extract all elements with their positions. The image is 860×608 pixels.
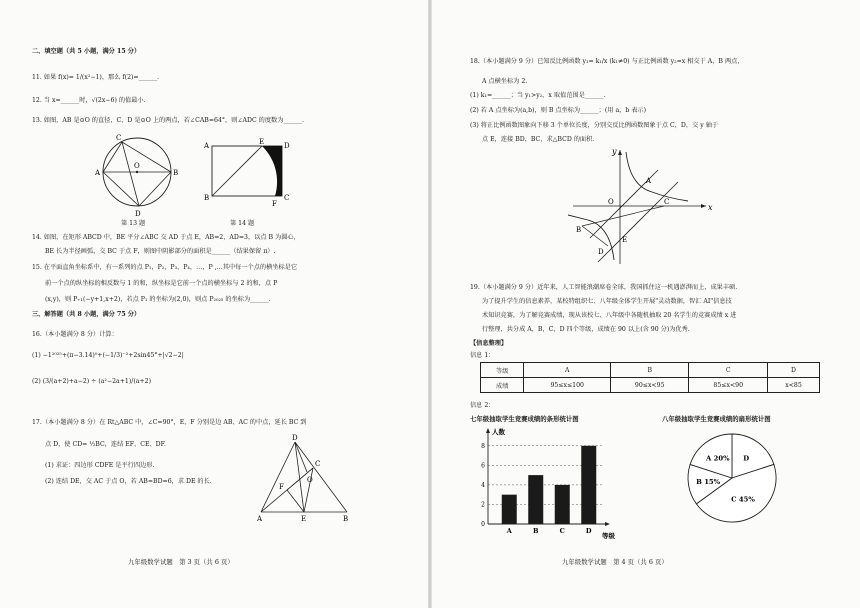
- y-tick-label: 6: [481, 462, 485, 470]
- fig18-label-c: C: [664, 198, 670, 206]
- bar-chart: [470, 424, 620, 548]
- question-12: 12. 当 x=______时，√(2x−6) 的值最小.: [32, 97, 146, 104]
- info-section-title: 【信息整理】: [470, 340, 508, 347]
- question-15-line3: (x,y)，则 P₊₁(−y+1,x+2)，若点 P₁ 的坐标为(2,0)，则点 P₂₀₂₅ 的坐标为______.: [45, 296, 271, 303]
- fig17-label-a: A: [257, 515, 263, 523]
- fig18-label-x: x: [708, 203, 713, 212]
- y-tick-label: 2: [481, 501, 485, 509]
- question-17-part2: (2) 连结 DE，交 AC 于点 O，若 AB=BD=6，求 DE 的长.: [45, 478, 212, 485]
- fig13-label-a: A: [95, 169, 101, 177]
- question-15-line1: 15. 在平面直角坐标系中，有一系列的点 P₁，P₂，P₃，P₄，…，P ,…其中每一个点的横坐标是它: [32, 264, 298, 271]
- bar-C: [555, 485, 570, 524]
- question-15-line2: 前一个点的纵坐标的相反数与 1 的和，纵坐标是它前一个点的横坐标与 2 的和，点 P: [45, 280, 278, 287]
- question-18-part3a: (3) 将正比例函数图象向下移 3 个单位长度，分别交反比例函数图象于点 C，D，交 y 轴于: [470, 122, 719, 129]
- question-11: 11. 如果 f(x)= 1/(x²−1)，那么 f(2)=______.: [32, 74, 160, 81]
- table-cell: 85≤x<90: [689, 378, 768, 393]
- table-cell: 95≤x≤100: [524, 378, 611, 393]
- x-tick-label: C: [559, 527, 565, 535]
- figure-13-circle: [92, 132, 192, 218]
- right-page: [430, 0, 860, 608]
- question-18-part3b: 点 E，连接 BD，BC，求△BCD 的面积.: [482, 136, 595, 143]
- fig18-label-e: E: [622, 236, 628, 244]
- bar-D: [581, 446, 596, 524]
- question-13: 13. 如图，AB 是⊙O 的直径，C、D 是⊙O 上的两点，若∠CAB=64°，则∠ADC 的度数为______.: [32, 117, 304, 124]
- fig14-label-d: D: [284, 142, 290, 150]
- fig14-label-b: B: [204, 194, 210, 202]
- table-cell: C: [689, 363, 768, 378]
- fig18-label-b: B: [576, 226, 582, 234]
- pie-chart-title: 八年级抽取学生竞赛成绩的扇形统计图: [662, 415, 771, 423]
- fig18-label-o: O: [608, 198, 614, 206]
- question-19-line1: 19.（本小题满分 9 分）近年来，人工智能浪潮席卷全球，我国抓住这一机遇澎湃而上，成果丰硕.: [470, 284, 738, 291]
- grade-table: [480, 362, 820, 393]
- left-page-footer: 九年级数学试题 第 3 页（共 6 页）: [128, 558, 234, 566]
- y-tick-label: 4: [481, 481, 485, 489]
- pie-label: B 15%: [696, 477, 721, 486]
- fig13-label-d: D: [135, 210, 141, 218]
- table-cell: B: [610, 363, 689, 378]
- fig17-label-d: D: [292, 434, 298, 442]
- y-axis-label: 人数: [492, 428, 505, 436]
- question-19-line4: 行整理，共分成 A，B，C，D 四个等级，成绩在 90 以上(含 90 分)为优秀.: [482, 326, 690, 333]
- pie-label: D: [743, 454, 750, 463]
- fig13-label-b: B: [173, 169, 179, 177]
- table-cell: x<85: [767, 378, 819, 393]
- figure-13-caption: 第 13 题: [121, 220, 146, 227]
- fig18-label-a: A: [646, 177, 652, 185]
- fig14-label-f: F: [272, 200, 277, 208]
- question-17-line2: 点 D，使 CD= ½BC，连结 EF、CE、DF.: [45, 441, 166, 448]
- fig14-label-c: C: [284, 194, 290, 202]
- figure-17-triangle: [255, 432, 355, 524]
- question-19-line2: 为了提升学生的信息素养，某校特组织七、八年级全体学生开展"灵动数据，智汇 AI"信息技: [482, 298, 732, 305]
- x-tick-label: A: [506, 527, 512, 535]
- y-axis-arrow: [486, 428, 490, 433]
- question-18-part1: (1) k₁=______；当 y₁>y₂，x 取值范围是______.: [470, 92, 606, 99]
- pie-label: A 20%: [705, 454, 730, 463]
- table-row: [481, 378, 820, 393]
- fig14-label-e: E: [259, 138, 265, 146]
- x-axis-arrow: [605, 522, 610, 526]
- table-cell: 成绩: [481, 378, 524, 393]
- x-tick-label: D: [585, 527, 592, 535]
- right-page-footer: 九年级数学试题 第 4 页（共 6 页）: [562, 558, 668, 566]
- pie-chart: [680, 430, 790, 530]
- table-row: [481, 363, 820, 378]
- fig17-label-f: F: [279, 483, 284, 491]
- section2-title: 二、填空题（共 5 小题，满分 15 分）: [32, 48, 141, 55]
- bar-B: [528, 475, 543, 524]
- question-16-title: 16.（本小题满分 8 分）计算：: [32, 331, 118, 338]
- table-cell: 90≤x<95: [610, 378, 689, 393]
- pie-label: C 45%: [731, 495, 755, 504]
- table-cell: A: [524, 363, 611, 378]
- figure-18-graph: [568, 146, 718, 268]
- fig17-label-o: O: [307, 476, 313, 484]
- table-cell: D: [767, 363, 819, 378]
- question-14-line1: 14. 如图，在矩形 ABCD 中，BE 平分∠ABC 交 AD 于点 E，AB=2，AD=3，以点 B 为圆心，: [32, 234, 300, 241]
- bar-A: [502, 495, 517, 524]
- fig13-label-o: O: [134, 162, 140, 170]
- y-tick-label: 8: [481, 442, 485, 450]
- question-16-part2: (2) (3/(a+2)+a−2) ÷ (a²−2a+1)/(a+2): [32, 378, 151, 385]
- question-18-line1: 18.（本小题满分 9 分）已知反比例函数 y₁= k₁/x (k₁≠0) 与正比例函数 y₂=x 相交于 A，B 两点，: [470, 58, 744, 65]
- fig17-label-b: B: [343, 515, 349, 523]
- question-16-part1: (1) −1²⁰²⁵+(π−3.14)⁰+(−1/3)⁻²+2sin45°+|√2−2|: [32, 352, 184, 359]
- fig17-label-e: E: [301, 515, 307, 523]
- question-18-line2: A 点横坐标为 2.: [482, 78, 528, 85]
- fig17-label-c: C: [315, 460, 321, 468]
- question-18-part2: (2) 若 A 点坐标为(a,b)，则 B 点坐标为______；(用 a，b 表示): [470, 107, 647, 114]
- figure-14-rectangle: [202, 138, 292, 212]
- fig14-label-a: A: [204, 142, 210, 150]
- question-17-part1: (1) 求证：四边形 CDFE 是平行四边形.: [45, 462, 155, 469]
- info-2-label: 信息 2：: [470, 402, 495, 409]
- table-cell: 等级: [481, 363, 524, 378]
- x-tick-label: B: [533, 527, 539, 535]
- info-1-label: 信息 1：: [470, 352, 495, 359]
- question-19-line3: 术知识竞赛，为了解竞赛成绩，现从该校七、八年级中各随机抽取 20 名学生的竞赛成绩 x 进: [482, 312, 737, 319]
- fig13-label-c: C: [116, 134, 122, 142]
- question-17-line1: 17.（本小题满分 8 分）在 Rt△ABC 中，∠C=90°，E、F 分别是边 AB、AC 的中点，延长 BC 到: [32, 419, 307, 426]
- fig18-label-d: D: [598, 248, 604, 256]
- figure-14-caption: 第 14 题: [230, 220, 255, 227]
- y-tick-label: 0: [481, 521, 485, 528]
- fig18-label-y: y: [612, 147, 617, 156]
- bar-chart-title: 七年级抽取学生竞赛成绩的条形统计图: [470, 415, 579, 423]
- question-14-line2: BE 长为半径画弧，交 BC 于点 F，则图中阴影部分的面积是______（结果保留 π）.: [45, 248, 276, 255]
- section3-title: 三、解答题（共 8 小题，满分 75 分）: [32, 311, 141, 318]
- x-axis-label: 等级: [602, 532, 615, 540]
